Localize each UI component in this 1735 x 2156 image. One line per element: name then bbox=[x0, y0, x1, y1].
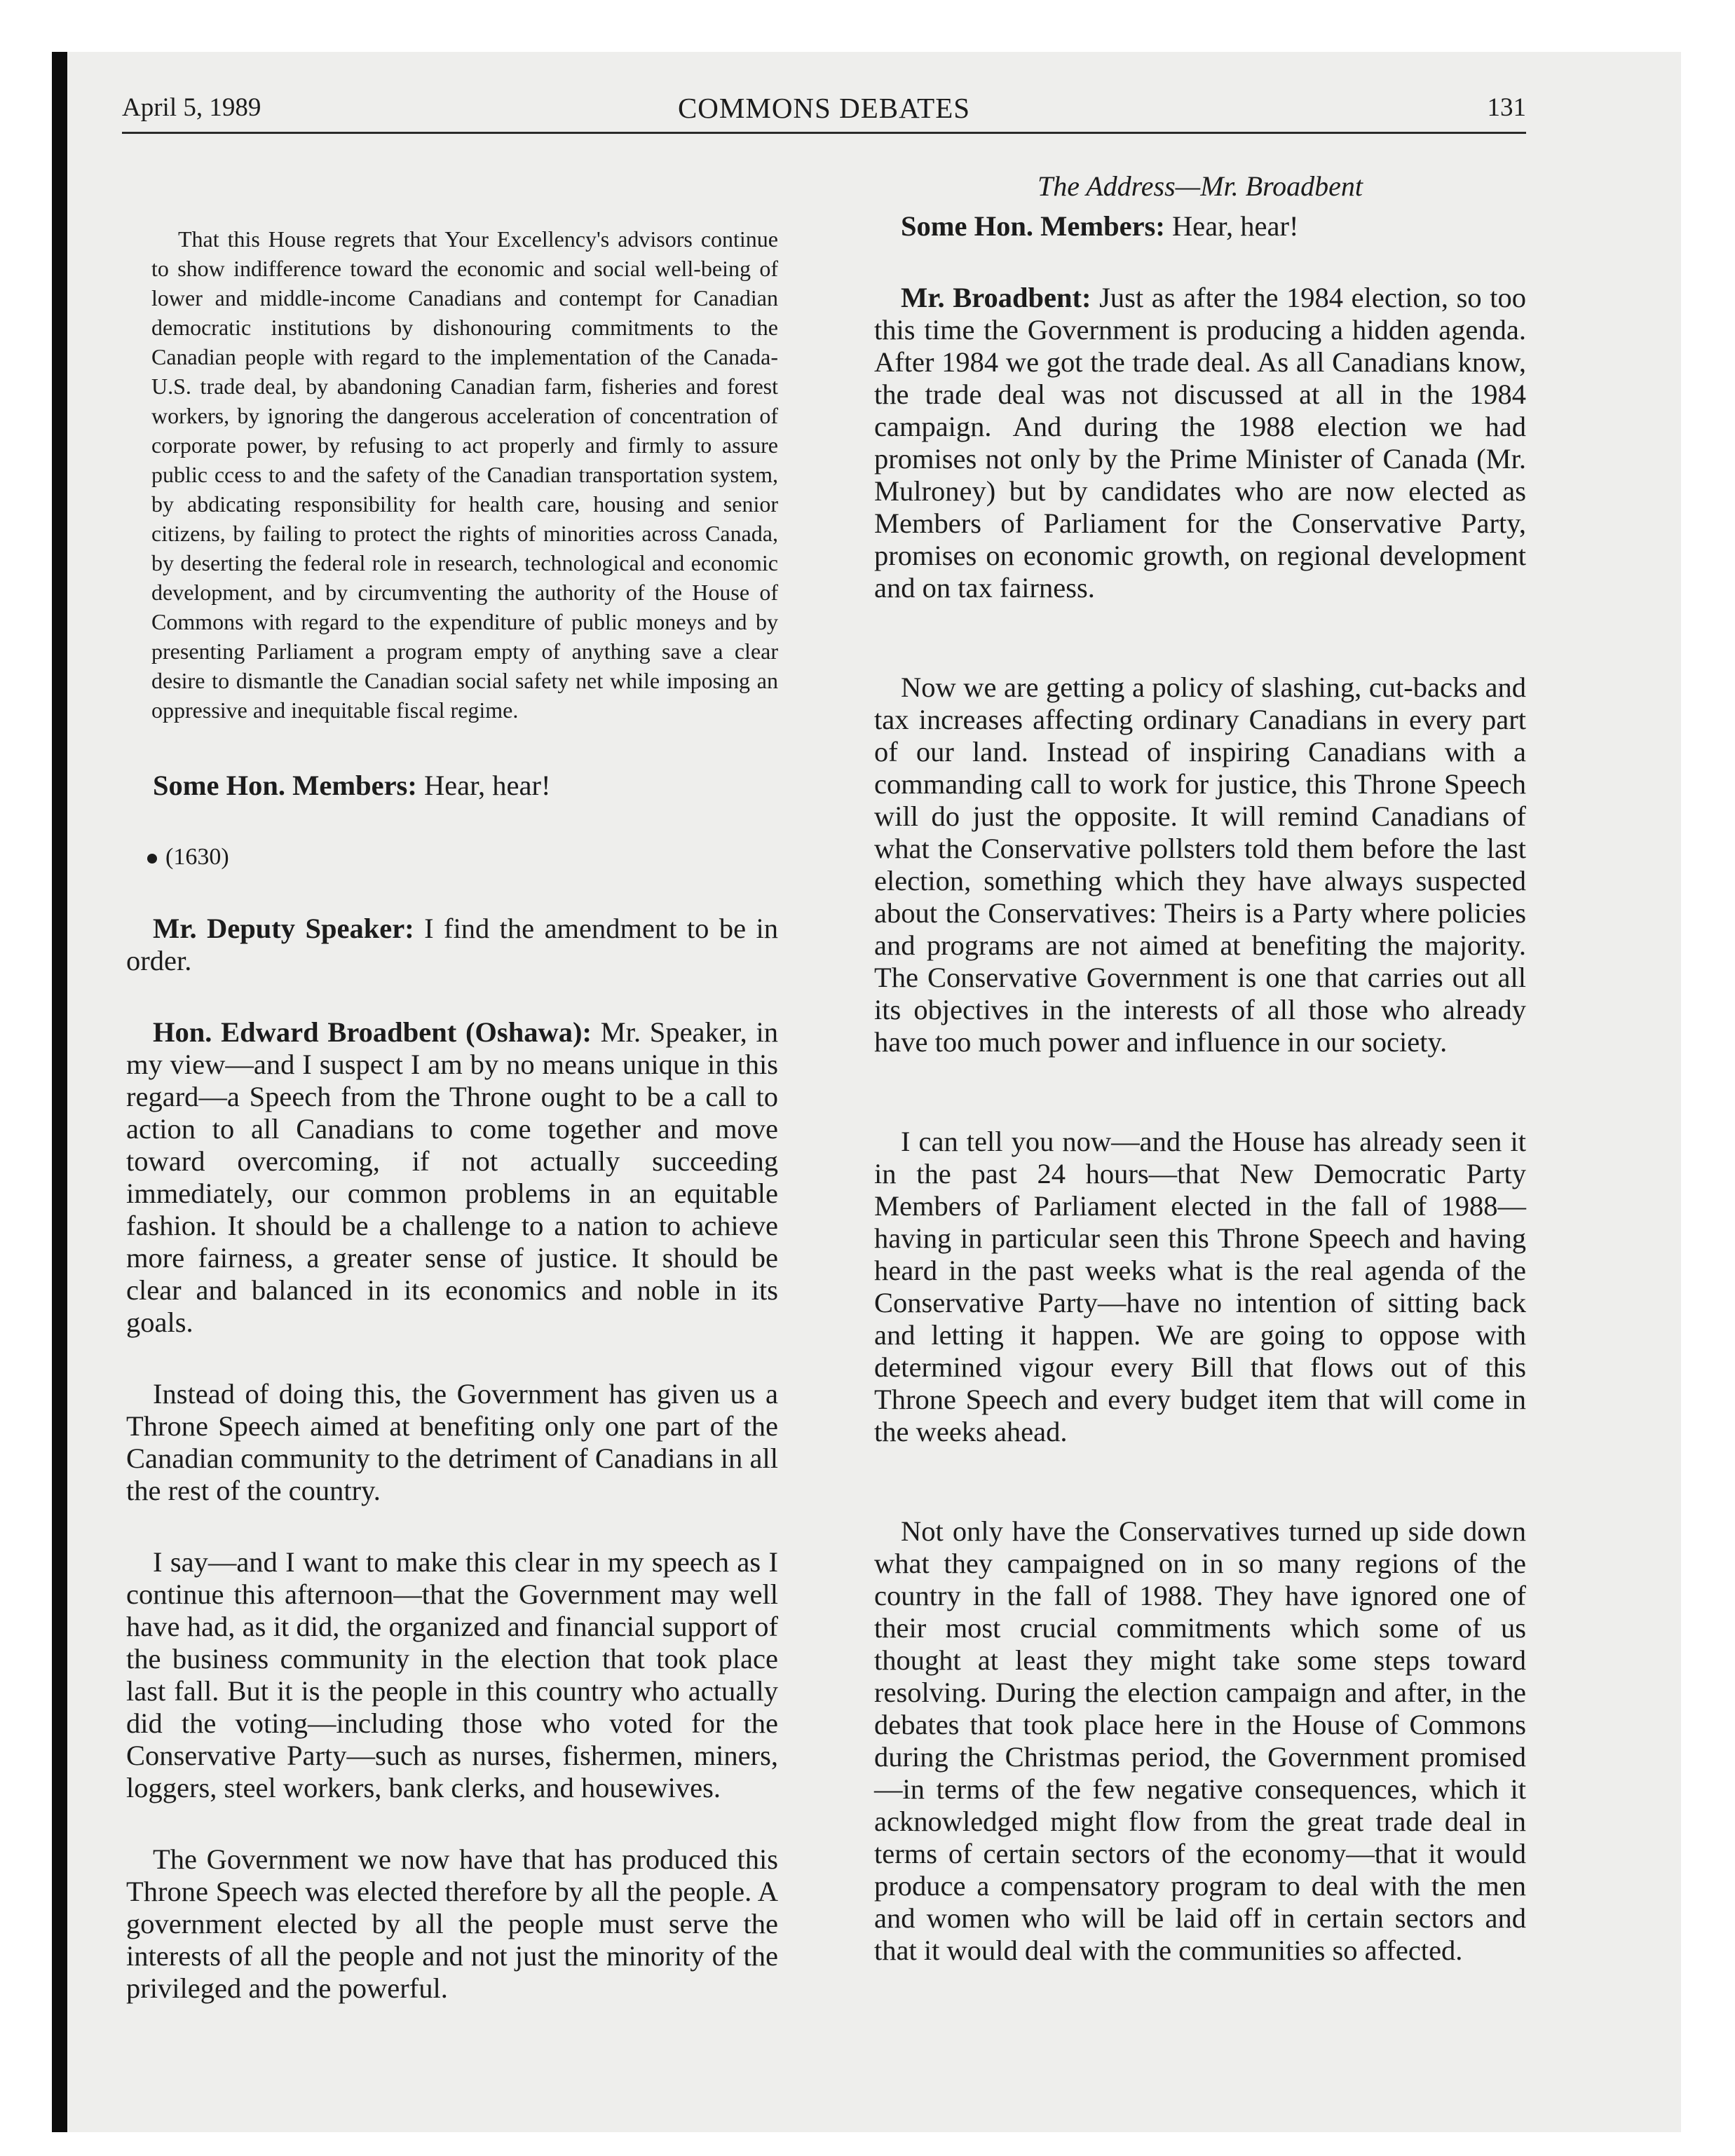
broadbent-statement bbox=[874, 282, 1526, 604]
time-stamp bbox=[126, 841, 778, 873]
scan-binding-edge bbox=[52, 52, 67, 2132]
header-rule bbox=[122, 132, 1526, 134]
paragraph-not-only: Not only have the Conservatives turned up side down what they campaigned on in so many regions of the country in the fall of 1988. They have ignored one of their most crucial commitments which some of us thought at least they might take some steps toward resolving. During the election campaign and after, in the debates that took place here in the House of Commons during the Christmas period, the Government promised—in terms of the few negative consequences, which it acknowledged might flow from the great trade deal in terms of certain sectors of the economy—that it would produce a compensatory program to deal with the men and women who will be laid off in certain sectors and that it would deal with the communities so affected. bbox=[874, 1515, 1526, 1966]
header-title: COMMONS DEBATES bbox=[677, 92, 971, 124]
speaker-label: Mr. Deputy Speaker: bbox=[153, 913, 414, 944]
page-header bbox=[122, 87, 1526, 129]
deputy-speaker-statement bbox=[126, 913, 778, 977]
paragraph-government: The Government we now have that has produced this Throne Speech was elected therefore by all the people. A government elected by all the people must serve the interests of all the people and not just the minority of the privileged and the powerful. bbox=[126, 1843, 778, 2004]
speech-text: Just as after the 1984 election, so too this time the Government is producing a hidden agenda. After 1984 we got the trade deal. As all Canadians know, the trade deal was not discussed at all in the 1984 campaign. And during the 1988 election we had promises not only by the Prime Minister of Canada (Mr. Mulroney) but by candidates who are now elected as Members of Parliament for the Conservative Party, promises on economic growth, on regional development and on tax fairness. bbox=[874, 282, 1526, 603]
time-stamp-text: (1630) bbox=[165, 844, 229, 870]
header-date: April 5, 1989 bbox=[122, 93, 261, 122]
speech-text: Hear, hear! bbox=[416, 770, 551, 801]
paragraph-can-tell: I can tell you now—and the House has already seen it in the past 24 hours—that New Democratic Party Members of Parliament elected in the fall of 1988—having in particular seen this Throne Speech and having heard in the past weeks what is the real agenda of the Conservative Party—have no intention of sitting back and letting it happen. We are going to oppose with determined vigour every Bill that flows out of this Throne Speech and every budget item that will come in the weeks ahead. bbox=[874, 1126, 1526, 1447]
left-column bbox=[126, 224, 778, 2005]
paragraph-i-say: I say—and I want to make this clear in my speech as I continue this afternoon—that the Government may well have had, as it did, the organized and financial support of the business community in the election that took place last fall. But it is the people in this country who actually did the voting—including those who voted for the Conservative Party—such as nurses, fishermen, miners, loggers, steel workers, bank clerks, and housewives. bbox=[126, 1546, 778, 1803]
speaker-label: Some Hon. Members: bbox=[901, 210, 1165, 242]
speech-text: I find the amendment to be in order. bbox=[126, 913, 779, 976]
speech-text: Mr. Speaker, in my view—and I suspect I am by no means unique in this regard—a Speech from the Throne ought to be a call to action to all Canadians to come together and move toward overcoming, if not actually succeeding immediately, our common problems in an equitable fashion. It should be a challenge to a nation to achieve more fairness, a greater sense of justice. It should be clear and balanced in its economics and noble in its goals. bbox=[126, 1016, 778, 1338]
paragraph-instead: Instead of doing this, the Government has given us a Throne Speech aimed at benefiting only one part of the Canadian community to the detriment of Canadians in all the rest of the country. bbox=[126, 1378, 778, 1506]
right-column bbox=[874, 210, 1526, 1967]
members-interjection-1 bbox=[126, 770, 778, 802]
running-head: The Address—Mr. Broadbent bbox=[1037, 170, 1363, 202]
bullet-icon bbox=[147, 854, 157, 864]
speaker-label: Mr. Broadbent: bbox=[901, 282, 1091, 313]
amendment-quote: That this House regrets that Your Excellency's advisors continue to show indifference toward the economic and social well-being of lower and middle-income Canadians and contempt for Canadian democratic institutions by dishonouring commitments to the Canadian people with regard to the implementation of the Canada-U.S. trade deal, by abandoning Canadian farm, fisheries and forest workers, by ignoring the dangerous acceleration of concentration of corporate power, by refusing to act properly and firmly to assure public ccess to and the safety of the Canadian transportation system, by abdicating responsibility for health care, housing and senior citizens, by failing to protect the rights of minorities across Canada, by deserting the federal role in research, technological and economic development, and by circumventing the authority of the House of Commons with regard to the expenditure of public moneys and by presenting Parliament a program empty of anything save a clear desire to dismantle the Canadian social safety net while imposing an oppressive and inequitable fiscal regime. bbox=[151, 226, 778, 723]
broadbent-intro bbox=[126, 1016, 778, 1339]
speech-text: Hear, hear! bbox=[1164, 210, 1299, 242]
header-page-number: 131 bbox=[1487, 93, 1526, 122]
speaker-label: Hon. Edward Broadbent (Oshawa): bbox=[153, 1016, 592, 1048]
speaker-label: Some Hon. Members: bbox=[153, 770, 417, 801]
members-interjection-2 bbox=[874, 210, 1526, 243]
paragraph-now: Now we are getting a policy of slashing, cut-backs and tax increases affecting ordinary Canadians in every part of our land. Instead of inspiring Canadians with a commanding call to work for justice, this Throne Speech will do just the opposite. It will remind Canadians of what the Conservative pollsters told them before the last election, something which they have always suspected about the Conservatives: Theirs is a Party where policies and programs are not aimed at benefiting the majority. The Conservative Government is one that carries out all its objectives in the interests of all those who already have too much power and influence in our society. bbox=[874, 671, 1526, 1058]
